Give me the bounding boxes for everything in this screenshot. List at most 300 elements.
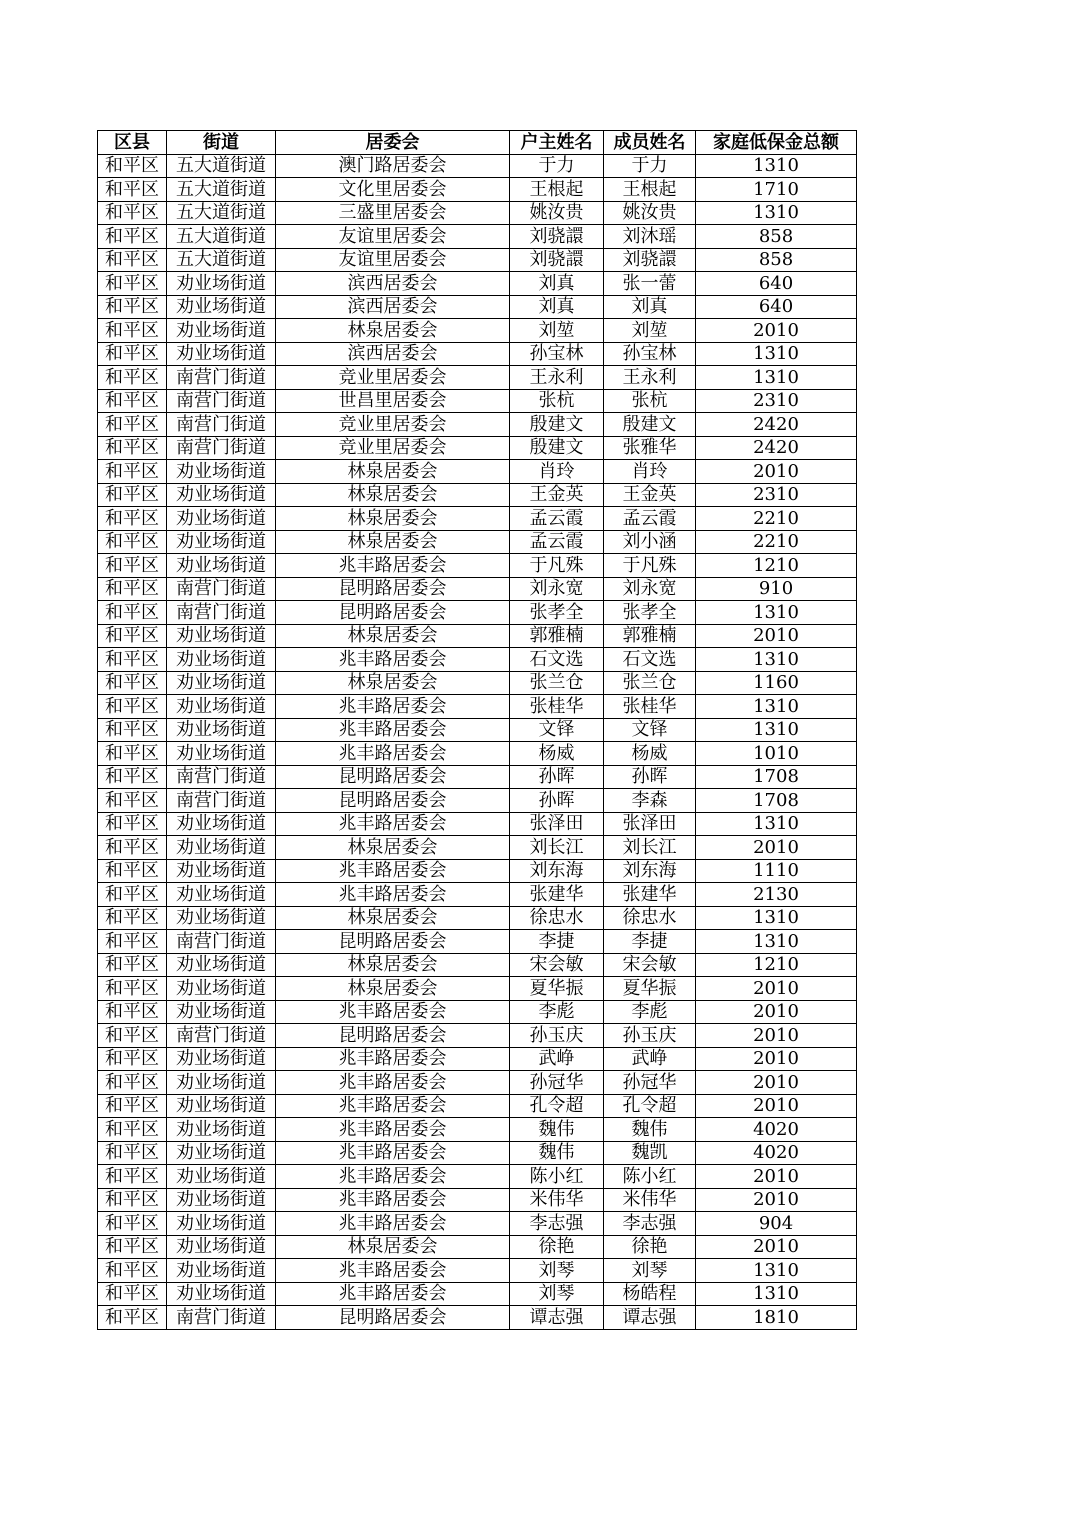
cell-householder: 李捷 [510, 930, 604, 954]
cell-committee: 昆明路居委会 [276, 930, 510, 954]
cell-committee: 兆丰路居委会 [276, 718, 510, 742]
cell-member: 刘骁譞 [604, 248, 696, 272]
cell-street: 南营门街道 [167, 1306, 276, 1330]
table-row [98, 154, 857, 178]
cell-amount: 858 [696, 248, 857, 272]
table-row [98, 1094, 857, 1118]
cell-street: 劝业场街道 [167, 836, 276, 860]
cell-householder: 王永利 [510, 366, 604, 390]
cell-committee: 林泉居委会 [276, 483, 510, 507]
cell-committee: 兆丰路居委会 [276, 1188, 510, 1212]
cell-amount: 2010 [696, 624, 857, 648]
cell-householder: 刘真 [510, 272, 604, 296]
cell-street: 南营门街道 [167, 765, 276, 789]
cell-member: 姚汝贵 [604, 201, 696, 225]
table-row [98, 530, 857, 554]
cell-householder: 孙冠华 [510, 1071, 604, 1095]
cell-district: 和平区 [98, 295, 167, 319]
cell-amount: 1310 [696, 342, 857, 366]
cell-street: 劝业场街道 [167, 1259, 276, 1283]
cell-committee: 兆丰路居委会 [276, 1282, 510, 1306]
cell-member: 夏华振 [604, 977, 696, 1001]
cell-member: 张泽田 [604, 812, 696, 836]
table-row [98, 483, 857, 507]
cell-street: 南营门街道 [167, 436, 276, 460]
cell-district: 和平区 [98, 1047, 167, 1071]
cell-householder: 张孝全 [510, 601, 604, 625]
cell-district: 和平区 [98, 883, 167, 907]
cell-member: 张一蕾 [604, 272, 696, 296]
cell-committee: 林泉居委会 [276, 530, 510, 554]
cell-householder: 孙晖 [510, 765, 604, 789]
table-row [98, 1071, 857, 1095]
cell-district: 和平区 [98, 648, 167, 672]
cell-district: 和平区 [98, 577, 167, 601]
cell-committee: 世昌里居委会 [276, 389, 510, 413]
cell-committee: 兆丰路居委会 [276, 1259, 510, 1283]
cell-street: 劝业场街道 [167, 953, 276, 977]
cell-householder: 刘东海 [510, 859, 604, 883]
cell-householder: 文铎 [510, 718, 604, 742]
cell-member: 魏伟 [604, 1118, 696, 1142]
cell-member: 李森 [604, 789, 696, 813]
cell-district: 和平区 [98, 930, 167, 954]
cell-amount: 2010 [696, 1235, 857, 1259]
cell-district: 和平区 [98, 1235, 167, 1259]
cell-district: 和平区 [98, 530, 167, 554]
cell-member: 张杭 [604, 389, 696, 413]
cell-district: 和平区 [98, 671, 167, 695]
cell-member: 王金英 [604, 483, 696, 507]
cell-householder: 刘永宽 [510, 577, 604, 601]
cell-street: 劝业场街道 [167, 1235, 276, 1259]
cell-member: 刘真 [604, 295, 696, 319]
table-row [98, 413, 857, 437]
table-row [98, 507, 857, 531]
cell-member: 张孝全 [604, 601, 696, 625]
table-row [98, 201, 857, 225]
cell-householder: 孟云霞 [510, 507, 604, 531]
cell-member: 李志强 [604, 1212, 696, 1236]
cell-street: 劝业场街道 [167, 624, 276, 648]
cell-district: 和平区 [98, 859, 167, 883]
table-row [98, 1118, 857, 1142]
cell-amount: 1310 [696, 601, 857, 625]
cell-street: 五大道街道 [167, 154, 276, 178]
cell-district: 和平区 [98, 366, 167, 390]
cell-householder: 米伟华 [510, 1188, 604, 1212]
cell-amount: 2010 [696, 1024, 857, 1048]
cell-amount: 1310 [696, 812, 857, 836]
table-row [98, 906, 857, 930]
table-row [98, 671, 857, 695]
cell-householder: 陈小红 [510, 1165, 604, 1189]
table-row [98, 930, 857, 954]
cell-district: 和平区 [98, 507, 167, 531]
cell-district: 和平区 [98, 742, 167, 766]
cell-committee: 林泉居委会 [276, 977, 510, 1001]
table-row [98, 319, 857, 343]
table-row [98, 1047, 857, 1071]
table-row [98, 178, 857, 202]
cell-amount: 1310 [696, 154, 857, 178]
table-row [98, 1188, 857, 1212]
cell-district: 和平区 [98, 1141, 167, 1165]
table-row [98, 789, 857, 813]
cell-member: 殷建文 [604, 413, 696, 437]
cell-amount: 1010 [696, 742, 857, 766]
cell-street: 五大道街道 [167, 201, 276, 225]
cell-street: 劝业场街道 [167, 648, 276, 672]
cell-amount: 858 [696, 225, 857, 249]
cell-member: 徐艳 [604, 1235, 696, 1259]
cell-householder: 刘骁譞 [510, 225, 604, 249]
cell-district: 和平区 [98, 1118, 167, 1142]
table-row [98, 225, 857, 249]
cell-amount: 1310 [696, 1259, 857, 1283]
cell-member: 陈小红 [604, 1165, 696, 1189]
cell-member: 宋会敏 [604, 953, 696, 977]
table-row [98, 366, 857, 390]
cell-householder: 魏伟 [510, 1141, 604, 1165]
cell-member: 孔令超 [604, 1094, 696, 1118]
cell-committee: 竞业里居委会 [276, 436, 510, 460]
cell-householder: 张杭 [510, 389, 604, 413]
cell-committee: 兆丰路居委会 [276, 1000, 510, 1024]
cell-district: 和平区 [98, 1188, 167, 1212]
cell-householder: 张兰仓 [510, 671, 604, 695]
cell-amount: 2010 [696, 836, 857, 860]
cell-householder: 石文选 [510, 648, 604, 672]
cell-street: 劝业场街道 [167, 1071, 276, 1095]
cell-district: 和平区 [98, 1071, 167, 1095]
cell-member: 张雅华 [604, 436, 696, 460]
cell-amount: 2010 [696, 1094, 857, 1118]
cell-district: 和平区 [98, 248, 167, 272]
cell-householder: 王金英 [510, 483, 604, 507]
cell-committee: 滨西居委会 [276, 272, 510, 296]
cell-householder: 孔令超 [510, 1094, 604, 1118]
cell-householder: 刘琴 [510, 1259, 604, 1283]
cell-committee: 林泉居委会 [276, 460, 510, 484]
cell-member: 于凡殊 [604, 554, 696, 578]
cell-member: 张桂华 [604, 695, 696, 719]
cell-amount: 2420 [696, 413, 857, 437]
cell-householder: 刘长江 [510, 836, 604, 860]
cell-householder: 殷建文 [510, 413, 604, 437]
cell-district: 和平区 [98, 436, 167, 460]
cell-district: 和平区 [98, 1000, 167, 1024]
cell-amount: 1708 [696, 765, 857, 789]
cell-district: 和平区 [98, 1282, 167, 1306]
cell-district: 和平区 [98, 483, 167, 507]
cell-householder: 谭志强 [510, 1306, 604, 1330]
cell-committee: 昆明路居委会 [276, 765, 510, 789]
cell-householder: 徐艳 [510, 1235, 604, 1259]
cell-street: 劝业场街道 [167, 1165, 276, 1189]
cell-amount: 1310 [696, 695, 857, 719]
cell-householder: 张泽田 [510, 812, 604, 836]
cell-street: 五大道街道 [167, 178, 276, 202]
cell-member: 孙宝林 [604, 342, 696, 366]
cell-householder: 张建华 [510, 883, 604, 907]
cell-amount: 2130 [696, 883, 857, 907]
cell-member: 于力 [604, 154, 696, 178]
cell-amount: 2010 [696, 319, 857, 343]
cell-amount: 2420 [696, 436, 857, 460]
table-row [98, 601, 857, 625]
cell-street: 劝业场街道 [167, 718, 276, 742]
cell-committee: 昆明路居委会 [276, 601, 510, 625]
table-row [98, 1282, 857, 1306]
cell-committee: 兆丰路居委会 [276, 742, 510, 766]
cell-amount: 904 [696, 1212, 857, 1236]
cell-committee: 兆丰路居委会 [276, 1141, 510, 1165]
cell-committee: 兆丰路居委会 [276, 883, 510, 907]
cell-amount: 1160 [696, 671, 857, 695]
cell-street: 劝业场街道 [167, 695, 276, 719]
cell-district: 和平区 [98, 836, 167, 860]
cell-committee: 兆丰路居委会 [276, 1118, 510, 1142]
cell-street: 南营门街道 [167, 577, 276, 601]
cell-street: 劝业场街道 [167, 342, 276, 366]
cell-street: 劝业场街道 [167, 859, 276, 883]
cell-street: 劝业场街道 [167, 742, 276, 766]
cell-district: 和平区 [98, 1094, 167, 1118]
cell-member: 武峥 [604, 1047, 696, 1071]
cell-district: 和平区 [98, 342, 167, 366]
cell-member: 孙玉庆 [604, 1024, 696, 1048]
cell-committee: 兆丰路居委会 [276, 695, 510, 719]
cell-district: 和平区 [98, 1306, 167, 1330]
cell-committee: 昆明路居委会 [276, 577, 510, 601]
cell-amount: 1210 [696, 554, 857, 578]
cell-member: 刘沐瑶 [604, 225, 696, 249]
cell-amount: 1708 [696, 789, 857, 813]
cell-street: 劝业场街道 [167, 1282, 276, 1306]
cell-householder: 于力 [510, 154, 604, 178]
cell-amount: 1310 [696, 906, 857, 930]
cell-member: 孙晖 [604, 765, 696, 789]
cell-district: 和平区 [98, 953, 167, 977]
cell-householder: 李志强 [510, 1212, 604, 1236]
cell-householder: 孙晖 [510, 789, 604, 813]
table-row [98, 812, 857, 836]
cell-committee: 兆丰路居委会 [276, 648, 510, 672]
cell-street: 劝业场街道 [167, 1141, 276, 1165]
cell-member: 刘长江 [604, 836, 696, 860]
cell-committee: 竞业里居委会 [276, 413, 510, 437]
table-row [98, 695, 857, 719]
cell-householder: 肖玲 [510, 460, 604, 484]
table-row [98, 742, 857, 766]
table-row [98, 436, 857, 460]
table-row [98, 718, 857, 742]
cell-committee: 兆丰路居委会 [276, 812, 510, 836]
header-district: 区县 [98, 131, 167, 155]
cell-street: 南营门街道 [167, 413, 276, 437]
cell-amount: 2010 [696, 977, 857, 1001]
cell-street: 劝业场街道 [167, 507, 276, 531]
cell-street: 劝业场街道 [167, 554, 276, 578]
cell-district: 和平区 [98, 413, 167, 437]
cell-district: 和平区 [98, 765, 167, 789]
table-row [98, 1141, 857, 1165]
cell-householder: 于凡殊 [510, 554, 604, 578]
cell-district: 和平区 [98, 1165, 167, 1189]
table-row [98, 389, 857, 413]
header-committee: 居委会 [276, 131, 510, 155]
cell-amount: 4020 [696, 1118, 857, 1142]
cell-street: 劝业场街道 [167, 977, 276, 1001]
cell-street: 五大道街道 [167, 248, 276, 272]
cell-district: 和平区 [98, 225, 167, 249]
cell-member: 杨威 [604, 742, 696, 766]
cell-committee: 兆丰路居委会 [276, 1094, 510, 1118]
cell-member: 肖玲 [604, 460, 696, 484]
cell-amount: 2310 [696, 389, 857, 413]
cell-committee: 兆丰路居委会 [276, 1165, 510, 1189]
cell-district: 和平区 [98, 695, 167, 719]
cell-committee: 澳门路居委会 [276, 154, 510, 178]
cell-householder: 孟云霞 [510, 530, 604, 554]
cell-committee: 林泉居委会 [276, 671, 510, 695]
cell-committee: 友谊里居委会 [276, 225, 510, 249]
cell-committee: 兆丰路居委会 [276, 859, 510, 883]
cell-committee: 滨西居委会 [276, 295, 510, 319]
cell-member: 郭雅楠 [604, 624, 696, 648]
table-row [98, 1212, 857, 1236]
table-row [98, 554, 857, 578]
cell-street: 南营门街道 [167, 366, 276, 390]
cell-householder: 张桂华 [510, 695, 604, 719]
table-row [98, 977, 857, 1001]
cell-amount: 1810 [696, 1306, 857, 1330]
cell-amount: 1310 [696, 648, 857, 672]
cell-amount: 1310 [696, 1282, 857, 1306]
cell-member: 孟云霞 [604, 507, 696, 531]
cell-member: 刘堃 [604, 319, 696, 343]
cell-member: 李捷 [604, 930, 696, 954]
cell-householder: 李彪 [510, 1000, 604, 1024]
table-row [98, 1165, 857, 1189]
cell-street: 劝业场街道 [167, 295, 276, 319]
table-row [98, 460, 857, 484]
cell-district: 和平区 [98, 718, 167, 742]
cell-committee: 兆丰路居委会 [276, 1071, 510, 1095]
table-row [98, 248, 857, 272]
table-row [98, 1306, 857, 1330]
cell-street: 劝业场街道 [167, 319, 276, 343]
cell-street: 劝业场街道 [167, 272, 276, 296]
cell-amount: 1310 [696, 201, 857, 225]
cell-street: 劝业场街道 [167, 1118, 276, 1142]
cell-member: 刘东海 [604, 859, 696, 883]
cell-householder: 杨威 [510, 742, 604, 766]
cell-committee: 文化里居委会 [276, 178, 510, 202]
table-row [98, 859, 857, 883]
cell-district: 和平区 [98, 601, 167, 625]
table-row [98, 883, 857, 907]
cell-street: 南营门街道 [167, 389, 276, 413]
cell-member: 王根起 [604, 178, 696, 202]
cell-amount: 1110 [696, 859, 857, 883]
cell-street: 五大道街道 [167, 225, 276, 249]
cell-committee: 林泉居委会 [276, 319, 510, 343]
cell-committee: 林泉居委会 [276, 624, 510, 648]
table-body [98, 154, 857, 1329]
header-member: 成员姓名 [604, 131, 696, 155]
cell-member: 王永利 [604, 366, 696, 390]
cell-amount: 1210 [696, 953, 857, 977]
cell-amount: 640 [696, 272, 857, 296]
cell-district: 和平区 [98, 272, 167, 296]
cell-committee: 林泉居委会 [276, 906, 510, 930]
cell-district: 和平区 [98, 1212, 167, 1236]
table-row [98, 765, 857, 789]
cell-committee: 三盛里居委会 [276, 201, 510, 225]
cell-district: 和平区 [98, 789, 167, 813]
cell-committee: 友谊里居委会 [276, 248, 510, 272]
cell-householder: 姚汝贵 [510, 201, 604, 225]
table-row [98, 295, 857, 319]
table-row [98, 648, 857, 672]
cell-street: 劝业场街道 [167, 1000, 276, 1024]
cell-street: 劝业场街道 [167, 671, 276, 695]
subsidy-table [97, 130, 857, 1330]
cell-district: 和平区 [98, 1024, 167, 1048]
cell-householder: 徐忠水 [510, 906, 604, 930]
cell-district: 和平区 [98, 624, 167, 648]
header-amount: 家庭低保金总额 [696, 131, 857, 155]
cell-street: 劝业场街道 [167, 812, 276, 836]
cell-committee: 林泉居委会 [276, 836, 510, 860]
header-row [98, 131, 857, 155]
header-householder: 户主姓名 [510, 131, 604, 155]
table-row [98, 836, 857, 860]
cell-committee: 兆丰路居委会 [276, 1212, 510, 1236]
cell-householder: 孙玉庆 [510, 1024, 604, 1048]
cell-amount: 2010 [696, 1047, 857, 1071]
cell-street: 劝业场街道 [167, 530, 276, 554]
cell-district: 和平区 [98, 178, 167, 202]
table-row [98, 1259, 857, 1283]
cell-district: 和平区 [98, 1259, 167, 1283]
cell-amount: 640 [696, 295, 857, 319]
cell-district: 和平区 [98, 154, 167, 178]
cell-district: 和平区 [98, 201, 167, 225]
cell-amount: 1310 [696, 718, 857, 742]
cell-amount: 2210 [696, 507, 857, 531]
cell-householder: 魏伟 [510, 1118, 604, 1142]
cell-committee: 林泉居委会 [276, 953, 510, 977]
cell-member: 魏凯 [604, 1141, 696, 1165]
cell-street: 南营门街道 [167, 789, 276, 813]
cell-member: 谭志强 [604, 1306, 696, 1330]
table-row [98, 577, 857, 601]
cell-committee: 昆明路居委会 [276, 1024, 510, 1048]
cell-member: 刘琴 [604, 1259, 696, 1283]
cell-householder: 宋会敏 [510, 953, 604, 977]
cell-district: 和平区 [98, 554, 167, 578]
cell-householder: 刘琴 [510, 1282, 604, 1306]
cell-member: 石文选 [604, 648, 696, 672]
cell-householder: 刘堃 [510, 319, 604, 343]
cell-householder: 孙宝林 [510, 342, 604, 366]
cell-street: 南营门街道 [167, 930, 276, 954]
cell-amount: 910 [696, 577, 857, 601]
table-row [98, 624, 857, 648]
